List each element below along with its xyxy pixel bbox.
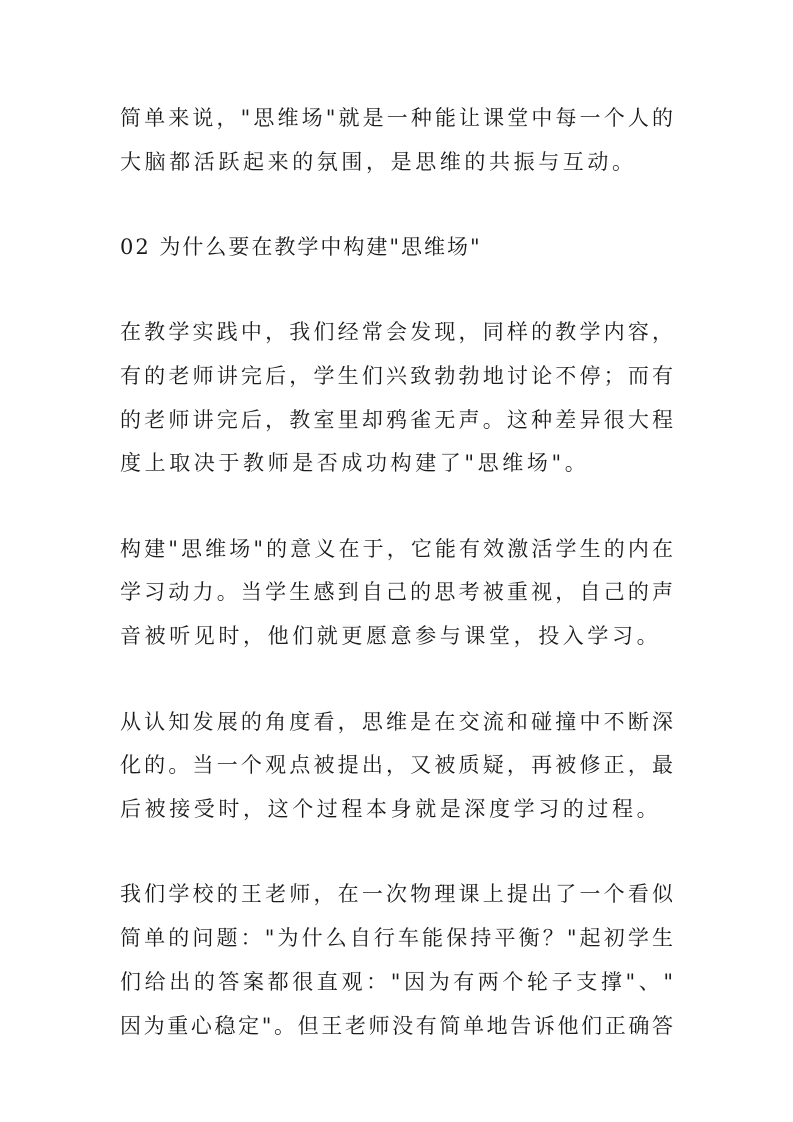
text-line: 因为重心稳定"。但王老师没有简单地告诉他们正确答 [120,1014,673,1038]
text-line: 们给出的答案都很直观："因为有两个轮子支撑"、" [120,970,673,994]
text-line: 化的。当一个观点被提出，又被质疑，再被修正，最 [120,753,673,777]
text-line: 的老师讲完后，教室里却鸦雀无声。这种差异很大程 [120,408,673,432]
text-line: 从认知发展的角度看，思维是在交流和碰撞中不断深 [120,710,673,734]
text-line: 我们学校的王老师，在一次物理课上提出了一个看似 [120,882,673,906]
text-line: 有的老师讲完后，学生们兴致勃勃地讨论不停；而有 [120,364,673,388]
text-line: 大脑都活跃起来的氛围，是思维的共振与互动。 [120,150,637,174]
text-line: 简单的问题："为什么自行车能保持平衡？"起初学生 [120,926,673,950]
text-line: 构建"思维场"的意义在于，它能有效激活学生的内在 [120,537,673,561]
text-line: 度上取决于教师是否成功构建了"思维场"。 [120,451,590,475]
heading-text: 02 为什么要在教学中构建"思维场" [120,235,482,259]
text-line: 在教学实践中，我们经常会发现，同样的教学内容， [120,320,673,344]
text-line: 后被接受时，这个过程本身就是深度学习的过程。 [120,797,662,821]
text-line: 简单来说，"思维场"就是一种能让课堂中每一个人的 [120,106,673,130]
text-line: 音被听见时，他们就更愿意参与课堂，投入学习。 [120,624,662,648]
text-line: 学习动力。当学生感到自己的思考被重视，自己的声 [120,580,673,604]
